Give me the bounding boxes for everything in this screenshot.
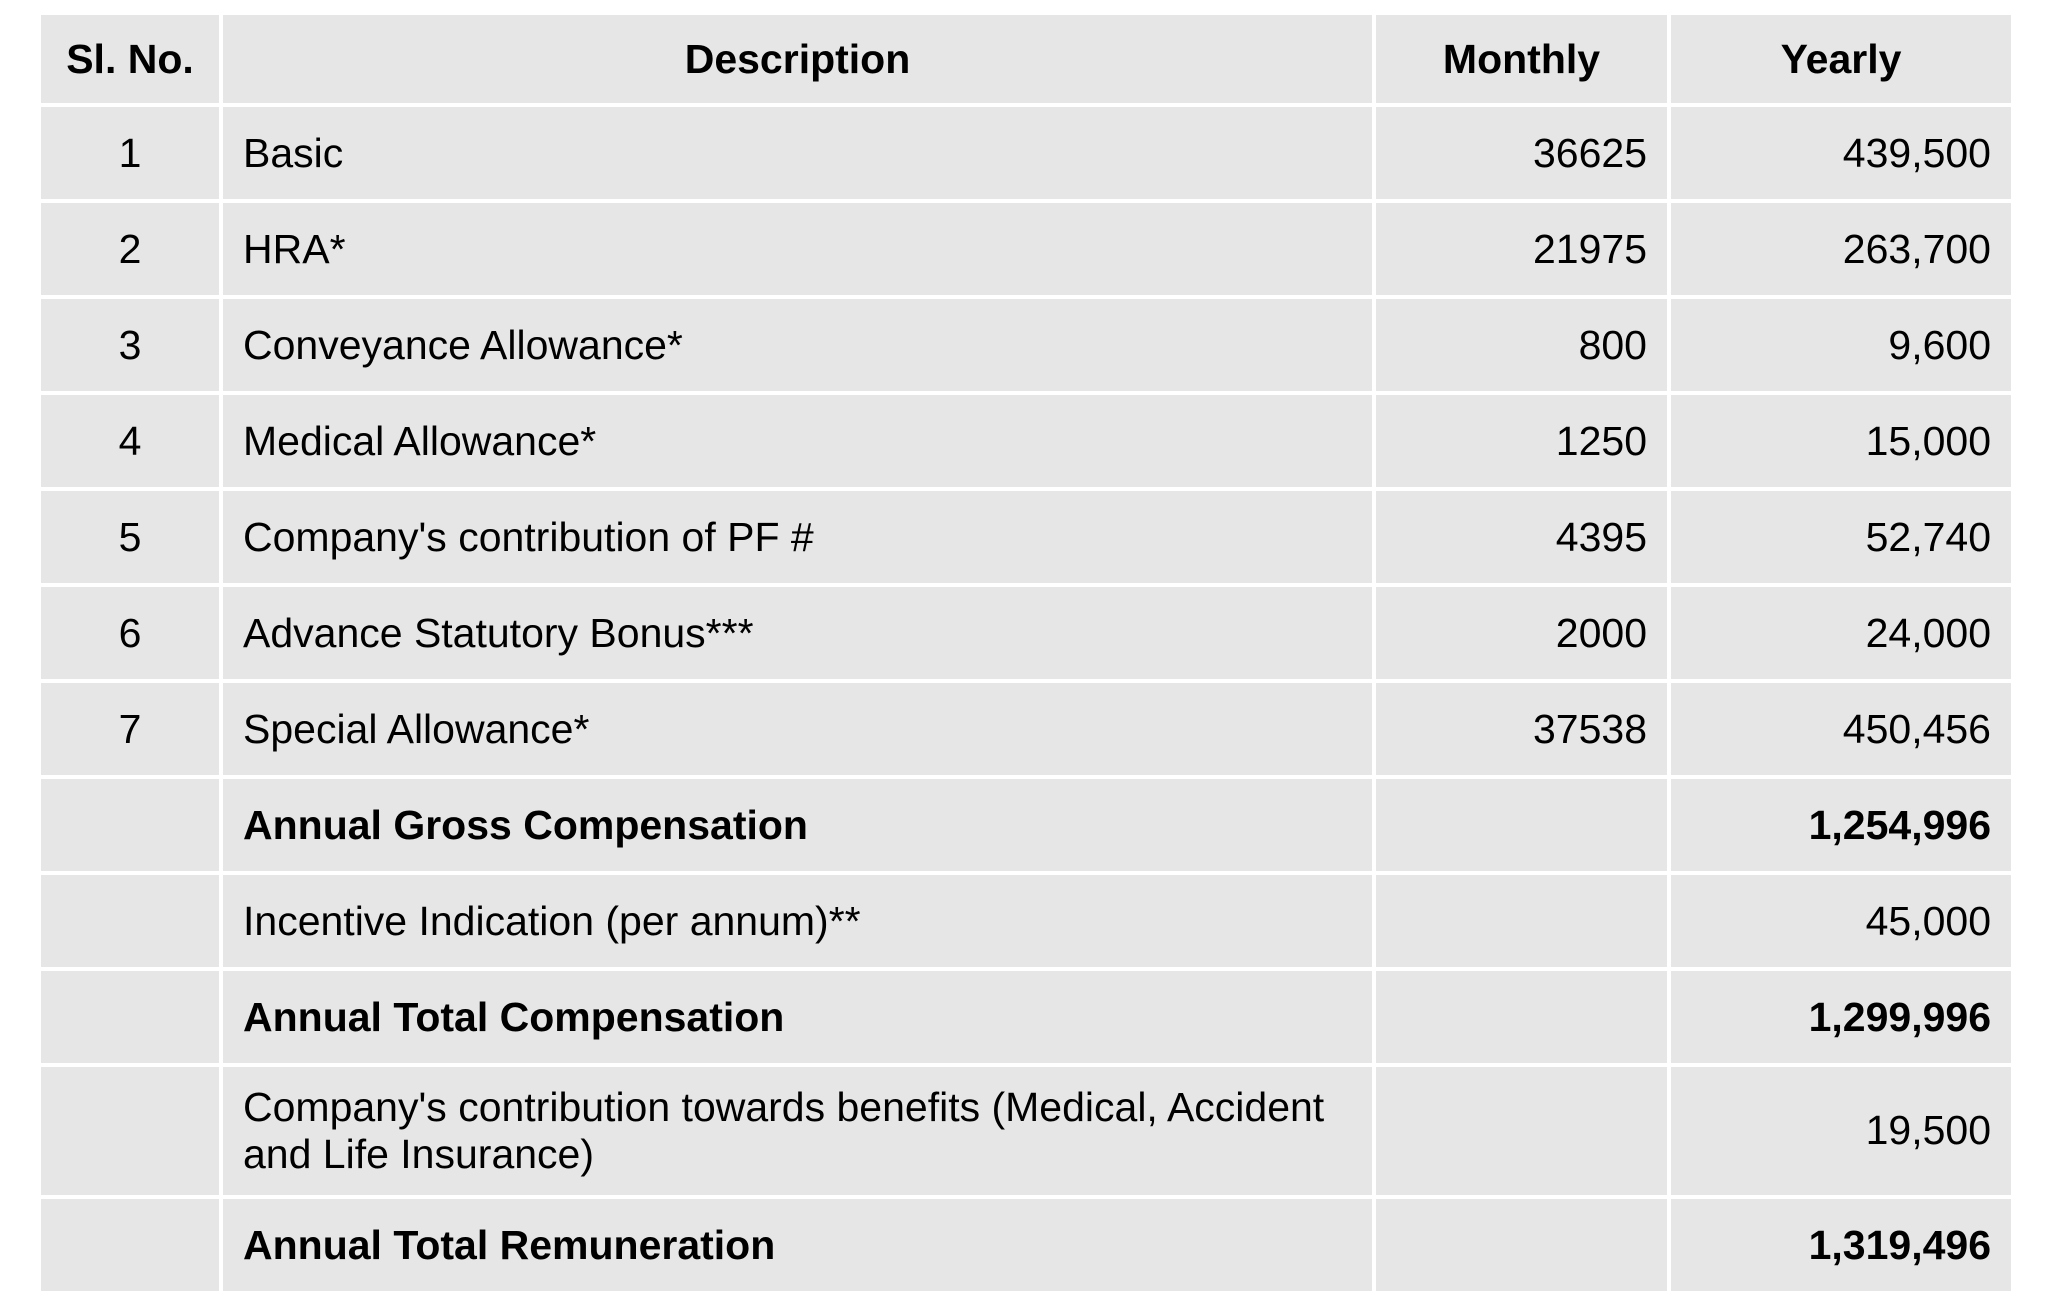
row-description: Medical Allowance*	[221, 393, 1374, 489]
row-slno: 6	[39, 585, 221, 681]
row-slno: 7	[39, 681, 221, 777]
table-row	[39, 681, 2013, 777]
row-yearly: 439,500	[1669, 105, 2013, 201]
benefits-yearly: 19,500	[1669, 1065, 2013, 1197]
total-remuneration-yearly: 1,319,496	[1669, 1197, 2013, 1293]
row-monthly: 21975	[1374, 201, 1669, 297]
row-slno-empty	[39, 873, 221, 969]
row-monthly: 4395	[1374, 489, 1669, 585]
table-header-row	[39, 13, 2013, 105]
table-row	[39, 105, 2013, 201]
row-monthly: 2000	[1374, 585, 1669, 681]
gross-compensation-label: Annual Gross Compensation	[221, 777, 1374, 873]
total-compensation-label: Annual Total Compensation	[221, 969, 1374, 1065]
row-monthly: 36625	[1374, 105, 1669, 201]
incentive-row	[39, 873, 2013, 969]
row-description: Basic	[221, 105, 1374, 201]
table-row	[39, 489, 2013, 585]
row-slno: 3	[39, 297, 221, 393]
row-yearly: 24,000	[1669, 585, 2013, 681]
row-yearly: 263,700	[1669, 201, 2013, 297]
table-row	[39, 585, 2013, 681]
benefits-monthly-empty	[1374, 1065, 1669, 1197]
row-slno: 1	[39, 105, 221, 201]
table-row	[39, 393, 2013, 489]
incentive-monthly-empty	[1374, 873, 1669, 969]
row-monthly: 37538	[1374, 681, 1669, 777]
row-description: Conveyance Allowance*	[221, 297, 1374, 393]
compensation-table	[37, 11, 2015, 1295]
header-yearly: Yearly	[1669, 13, 2013, 105]
total-remuneration-row	[39, 1197, 2013, 1293]
row-slno: 2	[39, 201, 221, 297]
header-monthly: Monthly	[1374, 13, 1669, 105]
row-monthly: 800	[1374, 297, 1669, 393]
row-slno: 4	[39, 393, 221, 489]
gross-compensation-yearly: 1,254,996	[1669, 777, 2013, 873]
incentive-yearly: 45,000	[1669, 873, 2013, 969]
total-compensation-monthly-empty	[1374, 969, 1669, 1065]
header-description: Description	[221, 13, 1374, 105]
row-description: Advance Statutory Bonus***	[221, 585, 1374, 681]
header-slno: Sl. No.	[39, 13, 221, 105]
row-description: Company's contribution of PF #	[221, 489, 1374, 585]
benefits-row	[39, 1065, 2013, 1197]
row-yearly: 9,600	[1669, 297, 2013, 393]
row-yearly: 450,456	[1669, 681, 2013, 777]
row-description: HRA*	[221, 201, 1374, 297]
table-row	[39, 201, 2013, 297]
row-slno-empty	[39, 1197, 221, 1293]
row-slno-empty	[39, 969, 221, 1065]
benefits-label: Company's contribution towards benefits (Medical, Accident and Life Insurance)	[221, 1065, 1374, 1197]
row-slno-empty	[39, 777, 221, 873]
incentive-label: Incentive Indication (per annum)**	[221, 873, 1374, 969]
row-slno: 5	[39, 489, 221, 585]
gross-compensation-monthly-empty	[1374, 777, 1669, 873]
table-row	[39, 297, 2013, 393]
total-remuneration-monthly-empty	[1374, 1197, 1669, 1293]
row-monthly: 1250	[1374, 393, 1669, 489]
total-compensation-yearly: 1,299,996	[1669, 969, 2013, 1065]
gross-compensation-row	[39, 777, 2013, 873]
row-description: Special Allowance*	[221, 681, 1374, 777]
row-yearly: 15,000	[1669, 393, 2013, 489]
total-compensation-row	[39, 969, 2013, 1065]
row-slno-empty	[39, 1065, 221, 1197]
row-yearly: 52,740	[1669, 489, 2013, 585]
total-remuneration-label: Annual Total Remuneration	[221, 1197, 1374, 1293]
